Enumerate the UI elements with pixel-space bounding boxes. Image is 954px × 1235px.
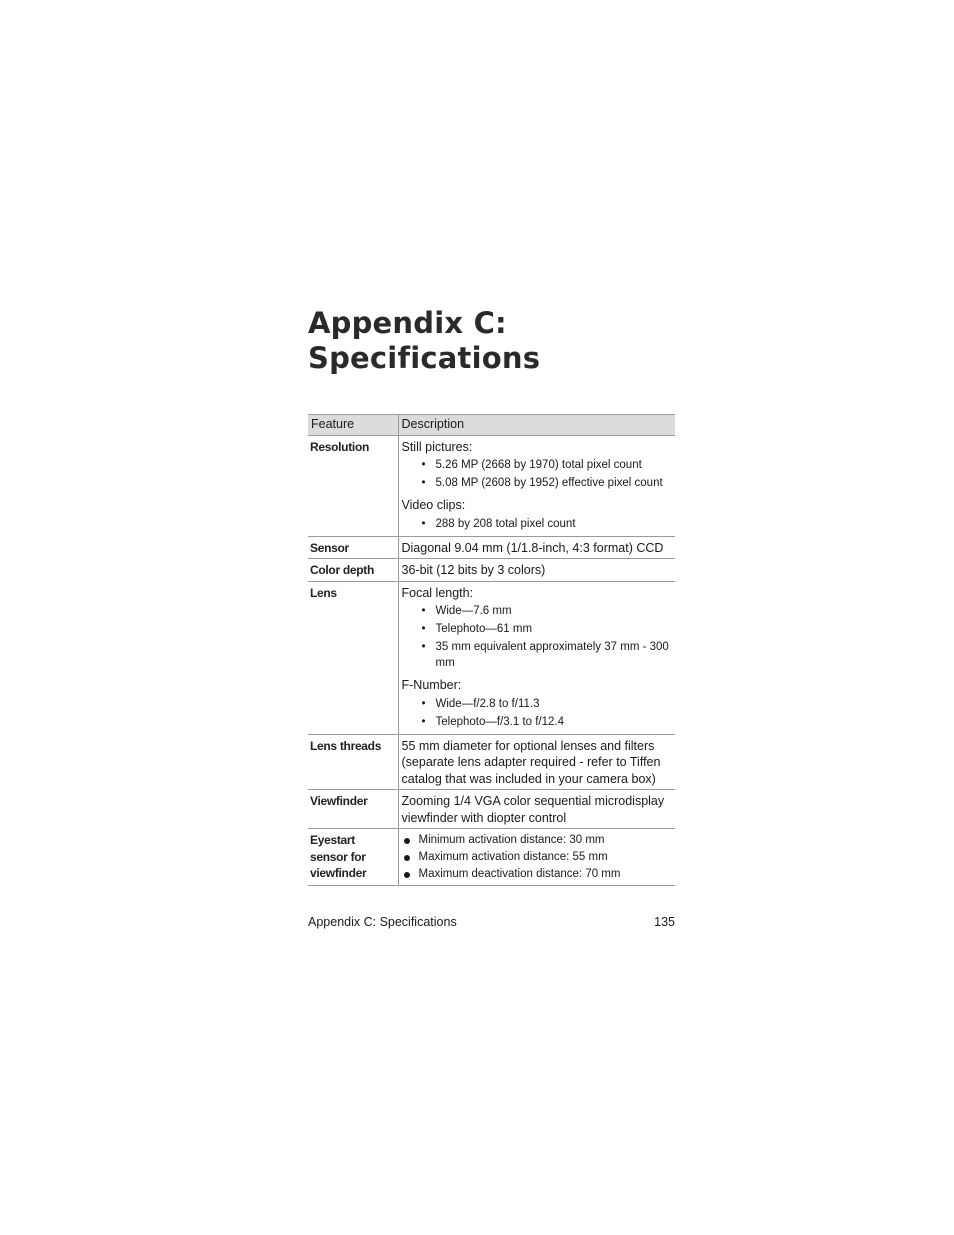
list-item: • 288 by 208 total pixel count [422,516,674,532]
description-cell [398,581,675,734]
list-item: • 5.08 MP (2608 by 1952) effective pixel count [422,475,674,491]
table-row-viewfinder [308,790,675,829]
specifications-table [308,414,675,886]
eyestart-list [402,832,674,883]
feature-cell: Lens threads [308,734,398,790]
table-row-sensor [308,536,675,559]
footer-section-title: Appendix C: Specifications [308,915,457,929]
header-description: Description [398,415,675,436]
still-pictures-list [402,457,674,491]
header-feature: Feature [308,415,398,436]
table-row-color-depth [308,559,675,582]
list-item: • 35 mm equivalent approximately 37 mm - 300 mm [422,639,674,671]
table-row-lens-threads [308,734,675,790]
list-item: • Wide—f/2.8 to f/11.3 [422,696,674,712]
page-title [308,306,728,376]
table-row-eyestart-sensor [308,829,675,886]
table-header-row [308,415,675,436]
list-item: Maximum activation distance: 55 mm [402,849,674,866]
f-number-list [402,696,674,730]
list-item: Maximum deactivation distance: 70 mm [402,866,674,883]
description-cell: 55 mm diameter for optional lenses and filters (separate lens adapter required - refer to Tiffen catalog that was included in your camera box) [398,734,675,790]
video-clips-label: Video clips: [401,498,466,512]
list-item: • Telephoto—f/3.1 to f/12.4 [422,714,674,730]
page-title-line-1: Appendix C: [308,306,507,340]
table-row-resolution [308,435,675,536]
list-item: • Wide—7.6 mm [422,603,674,619]
footer-page-number: 135 [654,915,675,929]
feature-cell: Viewfinder [308,790,398,829]
focal-length-label: Focal length: [401,585,474,600]
page-title-line-2: Specifications [308,341,541,375]
table-row-lens [308,581,675,734]
focal-length-list [402,603,674,671]
video-clips-list [402,516,674,532]
description-cell: Zooming 1/4 VGA color sequential microdisplay viewfinder with diopter control [398,790,675,829]
description-cell [398,829,675,886]
list-item: • Telephoto—61 mm [422,621,674,637]
feature-cell: Sensor [308,536,398,559]
description-cell: Diagonal 9.04 mm (1/1.8-inch, 4:3 format) CCD [398,536,675,559]
still-pictures-label: Still pictures: [401,439,473,454]
feature-cell: Lens [308,581,398,734]
list-item: • 5.26 MP (2668 by 1970) total pixel count [422,457,674,473]
list-item: Minimum activation distance: 30 mm [402,832,674,849]
feature-cell: Resolution [308,435,398,536]
description-cell [398,435,675,536]
description-cell: 36-bit (12 bits by 3 colors) [398,559,675,582]
f-number-label: F-Number: [401,678,462,692]
feature-cell: Color depth [308,559,398,582]
feature-cell: Eyestart sensor for viewfinder [308,829,398,886]
